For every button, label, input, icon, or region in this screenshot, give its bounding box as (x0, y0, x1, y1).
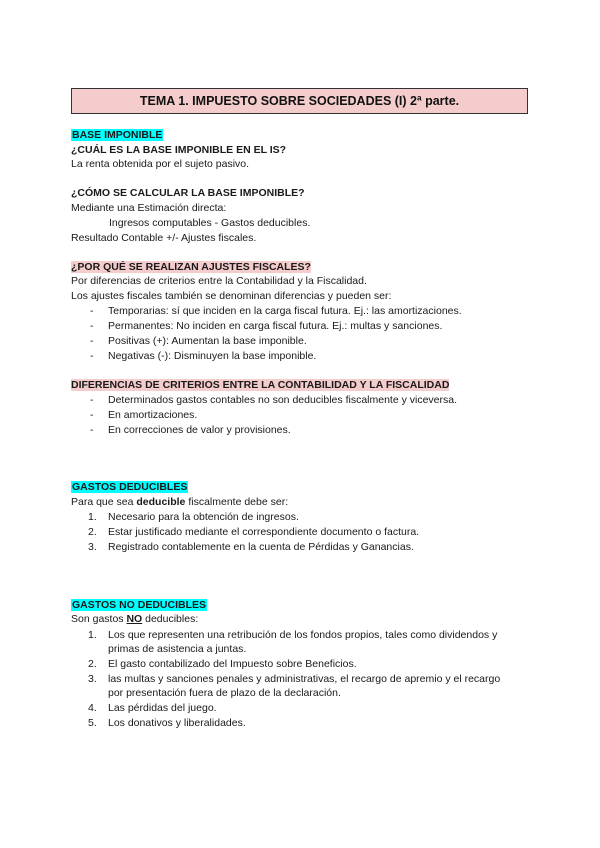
gastos-no-deducibles-intro: Son gastos NO deducibles: (71, 613, 199, 625)
list-item: Negativas (-): Disminuyen la base imponible. (108, 350, 317, 362)
list-item: En amortizaciones. (108, 409, 198, 421)
list-item: El gasto contabilizado del Impuesto sobre Beneficios. (108, 658, 357, 670)
list-number: 3. (88, 541, 97, 553)
ajustes-line-2: Los ajustes fiscales también se denominan diferencias y pueden ser: (71, 290, 392, 302)
answer-como-line-1: Mediante una Estimación directa: (71, 202, 227, 214)
list-item: las multas y sanciones penales y administrativas, el recargo de apremio y el recargo (108, 673, 501, 685)
answer-como-line-2: Ingresos computables - Gastos deducibles. (109, 217, 311, 229)
list-item-continuation: primas de asistencia a juntas. (108, 643, 247, 655)
list-item: Determinados gastos contables no son deducibles fiscalmente y viceversa. (108, 394, 458, 406)
list-bullet: - (90, 320, 94, 332)
list-item: Positivas (+): Aumentan la base imponible. (108, 335, 307, 347)
ajustes-line-1: Por diferencias de criterios entre la Contabilidad y la Fiscalidad. (71, 275, 367, 287)
list-bullet: - (90, 335, 94, 347)
section-heading-gastos-deducibles: GASTOS DEDUCIBLES (72, 481, 188, 493)
list-item: Las pérdidas del juego. (108, 702, 217, 714)
list-number: 4. (88, 702, 97, 714)
list-number: 1. (88, 629, 97, 641)
list-item: Necesario para la obtención de ingresos. (108, 511, 299, 523)
section-heading-gastos-no-deducibles: GASTOS NO DEDUCIBLES (72, 599, 206, 611)
list-bullet: - (90, 305, 94, 317)
list-item: Los que representen una retribución de los fondos propios, tales como dividendos y (108, 629, 498, 641)
list-bullet: - (90, 424, 94, 436)
list-item-continuation: por presentación fuera de plazo de la declaración. (108, 687, 341, 699)
list-bullet: - (90, 394, 94, 406)
answer-cual: La renta obtenida por el sujeto pasivo. (71, 158, 250, 170)
answer-como-line-3: Resultado Contable +/- Ajustes fiscales. (71, 232, 257, 244)
list-number: 5. (88, 717, 97, 729)
list-item: Estar justificado mediante el correspondiente documento o factura. (108, 526, 420, 538)
list-bullet: - (90, 350, 94, 362)
list-item: Registrado contablemente en la cuenta de Pérdidas y Ganancias. (108, 541, 414, 553)
page-title-text: TEMA 1. IMPUESTO SOBRE SOCIEDADES (I) 2ª parte. (139, 94, 460, 108)
page-title (71, 88, 528, 114)
section-heading-ajustes: ¿POR QUÉ SE REALIZAN AJUSTES FISCALES? (71, 261, 311, 273)
section-heading-base-imponible: BASE IMPONIBLE (72, 129, 163, 141)
list-item: Los donativos y liberalidades. (108, 717, 246, 729)
list-item: Temporarias: sí que inciden en la carga fiscal futura. Ej.: las amortizaciones. (108, 305, 462, 317)
list-number: 2. (88, 658, 97, 670)
list-number: 2. (88, 526, 97, 538)
section-heading-diferencias: DIFERENCIAS DE CRITERIOS ENTRE LA CONTABILIDAD Y LA FISCALIDAD (71, 379, 450, 391)
question-cual: ¿CUÁL ES LA BASE IMPONIBLE EN EL IS? (71, 144, 287, 156)
list-number: 1. (88, 511, 97, 523)
list-number: 3. (88, 673, 97, 685)
list-item: Permanentes: No inciden en carga fiscal futura. Ej.: multas y sanciones. (108, 320, 443, 332)
list-item: En correcciones de valor y provisiones. (108, 424, 291, 436)
list-bullet: - (90, 409, 94, 421)
question-como: ¿CÓMO SE CALCULAR LA BASE IMPONIBLE? (71, 187, 305, 199)
gastos-deducibles-intro: Para que sea deducible fiscalmente debe ser: (71, 496, 289, 508)
